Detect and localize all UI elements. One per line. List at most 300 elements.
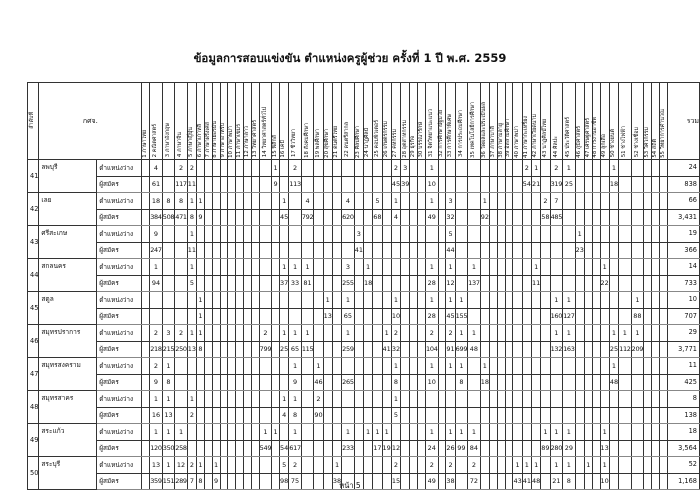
data-cell: 2 [426,325,439,342]
data-cell: 1 [455,424,468,441]
row-type-label: ตำแหน่งว่าง [97,457,142,474]
header-subject-label: 30 บรรณารักษ์ [417,121,424,158]
data-cell: 32 [446,209,455,226]
data-cell [228,193,236,210]
data-cell [575,193,584,210]
data-cell [563,358,576,375]
table-row-applicants [28,407,700,424]
data-cell [631,176,644,193]
data-cell [418,358,426,375]
data-cell [323,242,332,259]
row-seq: 46 [28,325,39,358]
data-cell [550,275,563,292]
data-cell [244,457,252,474]
data-cell [373,259,382,276]
row-province: สมุทรสงคราม [39,358,97,391]
data-cell: 8 [197,341,205,358]
data-cell [332,176,341,193]
data-cell [584,275,592,292]
data-cell: 1 [272,424,280,441]
data-cell [541,259,550,276]
header-subject [455,83,468,160]
data-cell: 1 [468,259,481,276]
data-cell [272,292,280,309]
data-cell [609,391,618,408]
data-cell [532,341,541,358]
data-cell [584,358,592,375]
data-cell [142,176,150,193]
data-cell [373,391,382,408]
data-cell: 1 [513,457,522,474]
data-cell [410,242,418,259]
data-cell [228,391,236,408]
data-cell [354,457,363,474]
header-subject-label: 45 ประวัติศาสตร์ [565,117,572,158]
data-cell: 280 [550,440,563,457]
header-subject-label: 40 ภาษาพม่า [513,125,520,158]
data-cell [505,424,513,441]
header-subject-label: 38 ภาษามลายู [497,122,504,158]
row-province: สระบุรี [39,457,97,490]
header-subject-label: 55 วิทยาการคำนวณ [659,108,666,158]
data-cell [204,325,212,342]
data-cell: 3 [354,226,363,243]
exam-data-table [27,82,700,490]
data-cell: 699 [455,341,468,358]
data-cell [354,341,363,358]
data-cell [550,226,563,243]
data-cell [563,193,576,210]
data-cell [418,176,426,193]
data-cell [228,440,236,457]
data-cell [197,160,205,177]
data-cell [619,440,632,457]
data-cell [244,440,252,457]
data-cell [455,193,468,210]
data-cell: 799 [259,341,272,358]
data-cell: 8 [197,473,205,490]
data-cell [592,226,600,243]
data-cell [220,209,228,226]
data-cell [332,193,341,210]
data-cell [497,259,505,276]
data-cell: 28 [426,275,439,292]
data-cell: 255 [342,275,355,292]
data-cell: 1 [391,358,400,375]
data-cell [609,407,618,424]
data-cell [418,424,426,441]
data-cell [363,325,372,342]
data-cell [480,292,489,309]
data-cell [272,358,280,375]
data-cell [259,275,272,292]
header-subject [244,83,252,160]
table-row-positions [28,226,700,243]
data-cell [251,407,259,424]
data-cell [251,275,259,292]
data-cell [401,292,410,309]
data-cell: 1 [600,457,609,474]
data-cell [228,457,236,474]
row-type-label: ตำแหน่งว่าง [97,391,142,408]
data-cell: 1 [187,259,196,276]
header-subject-label: 6 ภาษาเกาหลี [196,124,203,158]
data-cell: 1 [522,457,531,474]
data-cell [373,407,382,424]
data-cell: 7 [550,193,563,210]
data-cell: 1 [446,259,455,276]
data-cell [522,424,531,441]
data-cell: 2 [426,457,439,474]
data-cell: 4 [301,193,314,210]
data-cell [259,391,272,408]
data-cell: 61 [150,176,163,193]
data-cell [513,325,522,342]
data-cell [644,193,652,210]
data-cell [438,440,446,457]
header-subject [220,83,228,160]
row-type-label: ผู้สมัคร [97,242,142,259]
data-cell: 1 [175,424,188,441]
data-cell [619,275,632,292]
data-cell [373,275,382,292]
data-cell [584,374,592,391]
data-cell [644,325,652,342]
data-cell [468,308,481,325]
data-cell [220,457,228,474]
table-row-positions [28,193,700,210]
data-cell [251,457,259,474]
data-cell: 19 [382,440,391,457]
data-cell: 1 [342,292,355,309]
data-cell: 1 [600,259,609,276]
data-cell: 25 [563,176,576,193]
data-cell: 8 [391,374,400,391]
data-cell [619,259,632,276]
data-cell [323,391,332,408]
header-subject [354,83,363,160]
data-cell [619,226,632,243]
table-row-positions [28,424,700,441]
data-cell: 3 [446,193,455,210]
data-cell [619,308,632,325]
data-cell [187,358,196,375]
header-subject-label: 11 ภาษาเขมร [235,123,242,158]
data-cell [410,457,418,474]
data-cell: 113 [289,176,302,193]
data-cell: 1 [426,193,439,210]
data-cell [438,160,446,177]
data-cell [220,160,228,177]
header-subject [592,83,600,160]
data-cell [609,424,618,441]
data-cell [323,407,332,424]
data-cell [410,440,418,457]
data-cell [505,341,513,358]
data-cell [522,325,531,342]
data-cell: 1 [563,424,576,441]
data-cell [197,407,205,424]
data-cell: 29 [563,440,576,457]
header-subject [373,83,382,160]
table-row-applicants [28,176,700,193]
data-cell: 2 [550,160,563,177]
data-cell [220,391,228,408]
data-cell: 4 [150,160,163,177]
data-cell: 8 [162,374,175,391]
data-cell: 13 [600,440,609,457]
header-subject [251,83,259,160]
data-cell [301,176,314,193]
data-cell [563,242,576,259]
data-cell [592,391,600,408]
data-cell [505,391,513,408]
data-cell [563,259,576,276]
data-cell: 21 [550,473,563,490]
data-cell [204,391,212,408]
data-cell [619,176,632,193]
data-cell [532,325,541,342]
table-row-positions [28,391,700,408]
data-cell [505,160,513,177]
header-subject [391,83,400,160]
data-cell: 8 [563,473,576,490]
data-cell [142,160,150,177]
row-total: 3,564 [667,440,699,457]
data-cell [505,440,513,457]
data-cell [363,308,372,325]
data-cell [197,275,205,292]
data-cell [244,391,252,408]
data-cell [584,193,592,210]
data-cell [228,308,236,325]
data-cell [244,226,252,243]
header-subject-label: 5 ภาษาญี่ปุ่น [188,127,195,158]
data-cell [497,440,505,457]
data-cell: 9 [150,226,163,243]
data-cell [410,424,418,441]
data-cell [418,457,426,474]
data-cell [220,440,228,457]
data-cell [220,341,228,358]
header-subject-label: 42 ภาษาเวียดนาม [532,113,539,158]
header-subject [480,83,489,160]
data-cell [651,160,659,177]
data-cell [323,176,332,193]
data-cell [522,259,531,276]
data-cell [142,292,150,309]
data-cell [373,242,382,259]
data-cell [212,242,220,259]
table-row-positions [28,325,700,342]
data-cell [575,457,584,474]
data-cell [410,275,418,292]
data-cell [418,440,426,457]
data-cell [401,457,410,474]
data-cell [142,341,150,358]
data-cell: 25 [280,341,289,358]
data-cell [354,325,363,342]
header-subject [332,83,341,160]
data-cell [513,193,522,210]
data-cell [438,374,446,391]
data-cell [592,424,600,441]
data-cell [244,424,252,441]
data-cell [659,226,667,243]
data-cell [438,176,446,193]
row-province: ลพบุรี [39,160,97,193]
data-cell [363,242,372,259]
table-row-applicants [28,374,700,391]
data-cell [575,176,584,193]
data-cell: 39 [401,176,410,193]
data-cell: 5 [187,275,196,292]
data-cell [142,424,150,441]
row-total: 11 [667,358,699,375]
data-cell: 319 [550,176,563,193]
data-cell [244,374,252,391]
data-cell: 151 [162,473,175,490]
header-subject-label: 33 การศึกษาพิเศษ [446,114,453,158]
data-cell [651,226,659,243]
data-cell: 22 [600,275,609,292]
row-type-label: ตำแหน่งว่าง [97,424,142,441]
data-cell [513,259,522,276]
data-cell [480,226,489,243]
data-cell [212,209,220,226]
data-cell: 9 [289,374,302,391]
table-row-applicants [28,308,700,325]
data-cell [584,160,592,177]
data-cell: 2 [446,325,455,342]
data-cell: 1 [631,292,644,309]
data-cell [505,209,513,226]
data-cell [513,407,522,424]
header-subject [541,83,550,160]
data-cell [644,259,652,276]
data-cell: 91 [446,341,455,358]
data-cell: 485 [550,209,563,226]
header-subject [497,83,505,160]
data-cell [401,209,410,226]
header-subject [505,83,513,160]
data-cell [142,407,150,424]
data-cell [236,424,244,441]
data-cell [659,242,667,259]
data-cell [244,341,252,358]
data-cell [382,275,391,292]
data-cell [354,176,363,193]
data-cell [659,374,667,391]
data-cell [522,407,531,424]
data-cell [342,391,355,408]
data-cell [363,160,372,177]
data-cell [142,374,150,391]
data-cell: 2 [314,391,323,408]
row-type-label: ตำแหน่งว่าง [97,358,142,375]
data-cell: 1 [382,325,391,342]
data-cell [410,176,418,193]
data-cell: 2 [446,457,455,474]
data-cell: 2 [150,358,163,375]
data-cell [489,193,497,210]
data-cell: 1 [272,160,280,177]
data-cell [659,259,667,276]
header-subject-label: 49 ลูกเสือ [600,133,607,158]
row-seq: 47 [28,358,39,391]
table-row-positions [28,292,700,309]
data-cell: 46 [314,374,323,391]
data-cell [541,292,550,309]
header-subject-label: 46 ภูมิศาสตร์ [576,125,583,158]
data-cell: 81 [301,275,314,292]
row-province: เลย [39,193,97,226]
data-cell: 350 [162,440,175,457]
data-cell: 12 [175,457,188,474]
data-cell [323,160,332,177]
data-cell [609,242,618,259]
data-cell [600,308,609,325]
data-cell [212,358,220,375]
data-cell [314,292,323,309]
data-cell [342,457,355,474]
data-cell [323,457,332,474]
data-cell: 2 [187,407,196,424]
row-total: 29 [667,325,699,342]
data-cell [651,242,659,259]
data-cell [575,374,584,391]
data-cell: 1 [162,358,175,375]
data-cell [532,407,541,424]
data-cell [505,242,513,259]
row-seq: 44 [28,259,39,292]
data-cell [651,259,659,276]
data-cell: 359 [150,473,163,490]
data-cell: 8 [175,193,188,210]
data-cell [480,259,489,276]
data-cell [600,391,609,408]
header-subject-label: 2 คณิตศาสตร์ [152,124,159,158]
data-cell [418,407,426,424]
data-cell: 1 [187,193,196,210]
data-cell: 1 [342,424,355,441]
data-cell [259,308,272,325]
data-cell [228,358,236,375]
data-cell [505,407,513,424]
data-cell [301,391,314,408]
data-cell: 89 [541,440,550,457]
data-cell [644,275,652,292]
data-cell [382,226,391,243]
data-cell [651,341,659,358]
data-cell [354,374,363,391]
data-cell: 2 [391,160,400,177]
data-cell [489,424,497,441]
data-cell [204,160,212,177]
data-cell: 620 [342,209,355,226]
data-cell [332,275,341,292]
data-cell: 1 [426,259,439,276]
header-subject-label: 13 วิทยาศาสตร์ [251,120,258,158]
data-cell [497,209,505,226]
header-subject-label: 15 ฟิสิกส์ [271,135,278,158]
data-cell [541,374,550,391]
data-cell [513,374,522,391]
data-cell: 43 [513,473,522,490]
data-cell [522,358,531,375]
header-subject [236,83,244,160]
data-cell [550,259,563,276]
